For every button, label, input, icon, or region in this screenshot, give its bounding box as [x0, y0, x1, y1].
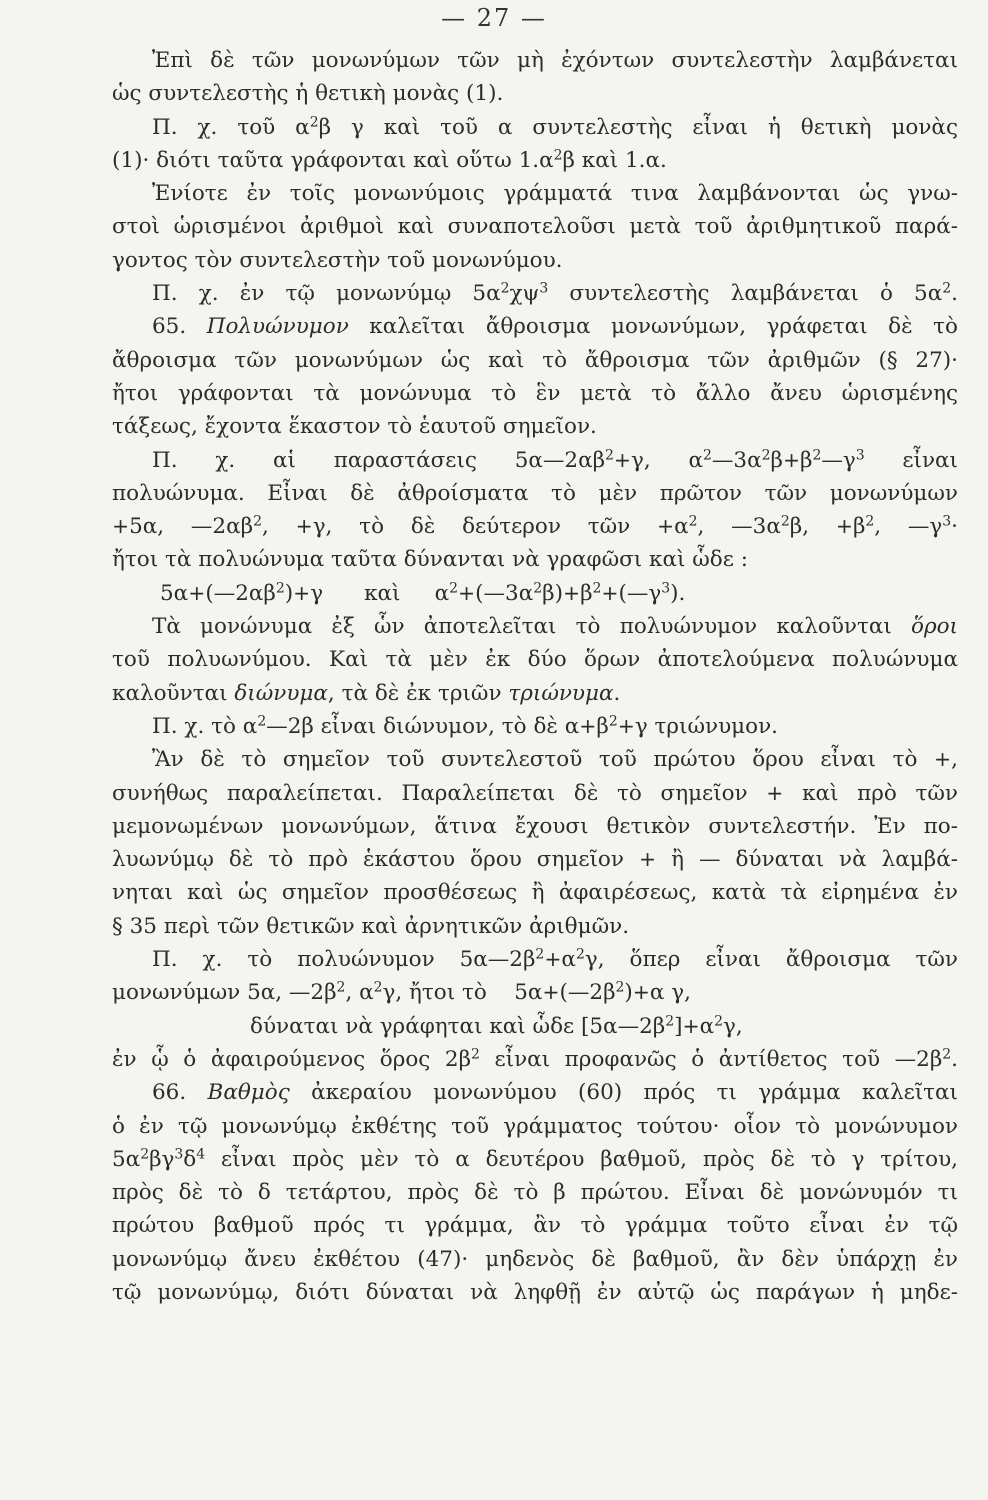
- text-line: Π. χ. αἱ παραστάσεις $5\alpha—2\alpha\beta^2+\gamma$, $\alpha^2—3\alpha^2\beta+\beta^2—\gamma^3$ εἶναι: [152, 446, 958, 473]
- text-line: Ἐνίοτε ἐν τοῖς μονωνύμοις γράμματά τινα λαμβάνονται ὡς γνω-: [152, 181, 958, 207]
- text-line: συνήθως παραλείπεται. Παραλείπεται δὲ τὸ σημεῖον + καὶ πρὸ τῶν: [112, 780, 958, 806]
- text-line: 65. Πολυώνυμον καλεῖται ἄθροισμα μονωνύμων, γράφεται δὲ τὸ: [152, 314, 958, 340]
- text-line: (1)· διότι ταῦτα γράφονται καὶ οὕτω $1.\alpha^2\beta$ καὶ 1.α.: [112, 147, 667, 173]
- text-line: ὡς συντελεστὴς ἡ θετικὴ μονὰς (1).: [112, 81, 504, 107]
- body-text: [112, 44, 958, 1309]
- text-line: τοῦ πολυωνύμου. Καὶ τὰ μὲν ἐκ δύο ὅρων ἀποτελούμενα πολυώνυμα: [112, 647, 958, 673]
- text-line: γοντος τὸν συντελεστὴν τοῦ μονωνύμου.: [112, 247, 563, 273]
- text-line: Π. χ. τοῦ $\alpha^2\beta$ γ καὶ τοῦ α συντελεστὴς εἶναι ἡ θετικὴ μονὰς: [152, 113, 958, 140]
- text-line: 66. Βαθμὸς ἀκεραίου μονωνύμου (60) πρός τι γράμμα καλεῖται: [152, 1080, 958, 1106]
- text-line: τῷ μονωνύμῳ, διότι δύναται νὰ ληφθῇ ἐν αὐτῷ ὡς παράγων ἡ μηδε-: [112, 1279, 958, 1305]
- text-line: ἤτοι τὰ πολυώνυμα ταῦτα δύνανται νὰ γραφῶσι καὶ ὧδε :: [112, 547, 748, 573]
- text-line: ἐν ᾧ ὁ ἀφαιρούμενος ὅρος $2\beta^2$ εἶναι προφανῶς ὁ ἀντίθετος τοῦ $—2\beta^2$.: [112, 1046, 959, 1072]
- text-line: Τὰ μονώνυμα ἐξ ὧν ἀποτελεῖται τὸ πολυώνυμον καλοῦνται ὅροι: [152, 614, 958, 640]
- text-line: λυωνύμῳ δὲ τὸ πρὸ ἑκάστου ὅρου σημεῖον + ἢ — δύναται νὰ λαμβά-: [112, 847, 958, 873]
- text-line: Ἂν δὲ τὸ σημεῖον τοῦ συντελεστοῦ τοῦ πρώτου ὅρου εἶναι τὸ +,: [152, 747, 958, 773]
- text-line: τάξεως, ἔχοντα ἕκαστον τὸ ἑαυτοῦ σημεῖον.: [112, 414, 597, 440]
- text-line: μονωνύμων 5α, $—2\beta^2$, $\alpha^2\gamma$, ἤτοι τὸ $5\alpha+(—2\beta^2)+\alpha$ γ,: [112, 979, 691, 1006]
- page-number: — 27 —: [441, 4, 547, 32]
- text-line: πρώτου βαθμοῦ πρός τι γράμμα, ἂν τὸ γράμμα τοῦτο εἶναι ἐν τῷ: [112, 1213, 958, 1239]
- text-line: μονωνύμῳ ἄνευ ἐκθέτου (47)· μηδενὸς δὲ βαθμοῦ, ἂν δὲν ὑπάρχῃ ἐν: [112, 1246, 958, 1272]
- text-line: ὁ ἐν τῷ μονωνύμῳ ἐκθέτης τοῦ γράμματος τούτου· οἷον τὸ μονώνυμον: [112, 1113, 958, 1139]
- text-line: $5\alpha+(—2\alpha\beta^2)+\gamma$ καὶ $\alpha^2+(—3\alpha^2\beta)+\beta^2+(—\gamma^3)$.: [160, 580, 686, 606]
- text-line: νηται καὶ ὡς σημεῖον προσθέσεως ἢ ἀφαιρέσεως, κατὰ τὰ εἰρημένα ἐν: [112, 880, 958, 906]
- text-line: πρὸς δὲ τὸ δ τετάρτου, πρὸς δὲ τὸ β πρώτου. Εἶναι δὲ μονώνυμόν τι: [112, 1180, 958, 1206]
- text-line: Π. χ. τὸ πολυώνυμον $5\alpha—2\beta^2+\alpha^2\gamma$, ὅπερ εἶναι ἄθροισμα τῶν: [152, 946, 958, 973]
- text-line: ἤτοι γράφονται τὰ μονώνυμα τὸ ἓν μετὰ τὸ ἄλλο ἄνευ ὡρισμένης: [112, 380, 958, 406]
- text-line: Π. χ. ἐν τῷ μονωνύμῳ $5\alpha^2\chi\psi^3$ συντελεστὴς λαμβάνεται ὁ $5\alpha^2$.: [152, 280, 958, 307]
- text-line: $5\alpha^2\beta\gamma^3\delta^4$ εἶναι πρὸς μὲν τὸ α δευτέρου βαθμοῦ, πρὸς δὲ τὸ γ τρίτου,: [112, 1146, 958, 1172]
- text-line: πολυώνυμα. Εἶναι δὲ ἀθροίσματα τὸ μὲν πρῶτον τῶν μονωνύμων: [112, 480, 958, 506]
- text-line: ἄθροισμα τῶν μονωνύμων ὡς καὶ τὸ ἄθροισμα τῶν ἀριθμῶν (§ 27)·: [112, 347, 958, 373]
- text-line: καλοῦνται διώνυμα, τὰ δὲ ἐκ τριῶν τριώνυμα.: [112, 680, 621, 706]
- text-line: Π. χ. τὸ $\alpha^2—2\beta$ εἶναι διώνυμον, τὸ δὲ $\alpha+\beta^2+\gamma$ τριώνυμον.: [152, 713, 778, 739]
- text-line: στοὶ ὡρισμένοι ἀριθμοὶ καὶ συναποτελοῦσι μετὰ τοῦ ἀριθμητικοῦ παρά-: [112, 214, 958, 240]
- text-line: § 35 περὶ τῶν θετικῶν καὶ ἀρνητικῶν ἀριθμῶν.: [112, 913, 630, 939]
- text-line: μεμονωμένων μονωνύμων, ἅτινα ἔχουσι θετικὸν συντελεστήν. Ἐν πο-: [112, 813, 958, 839]
- text-line: +5α, $—2\alpha\beta^2$, +γ, τὸ δὲ δεύτερον τῶν $+\alpha^2$, $—3\alpha^2\beta$, $+\beta^2$, $—\gamma^3\cdot$: [112, 513, 958, 540]
- text-line: Ἐπὶ δὲ τῶν μονωνύμων τῶν μὴ ἐχόντων συντελεστὴν λαμβάνεται: [152, 48, 958, 73]
- text-line: δύναται νὰ γράφηται καὶ ὧδε $[5\alpha—2\beta^2]+\alpha^2\gamma$,: [250, 1012, 743, 1039]
